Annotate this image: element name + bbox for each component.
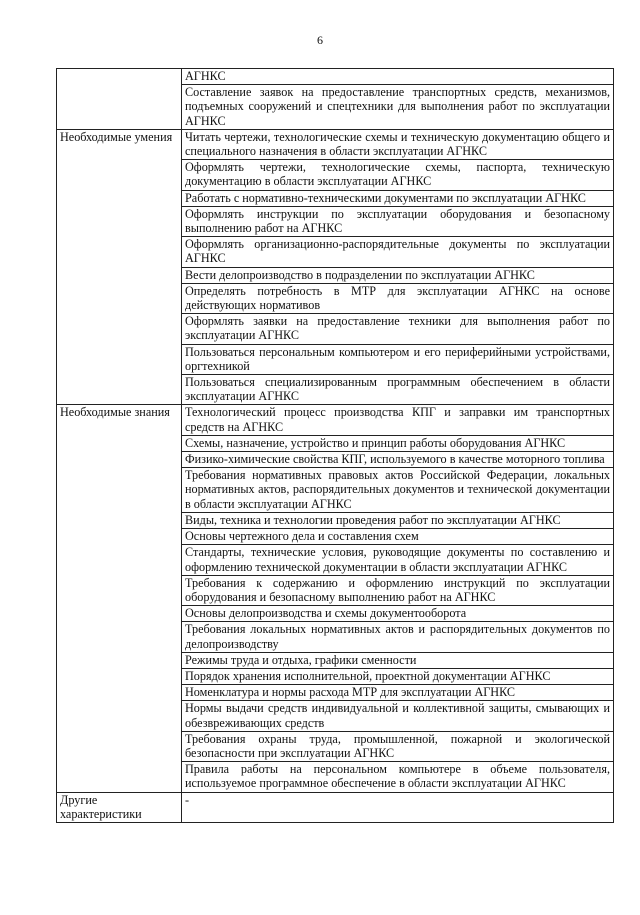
requirement-cell: Требования охраны труда, промышленной, пожарной и экологической безопасности при эксплуатации АГНКС: [182, 731, 614, 761]
table-row: [57, 792, 614, 822]
requirement-cell: Правила работы на персональном компьютере в объеме пользователя, используемое программное обеспечение в области эксплуатации АГНКС: [182, 762, 614, 792]
requirement-cell: Требования локальных нормативных актов и распорядительных документов по делопроизводству: [182, 622, 614, 652]
requirement-cell: Оформлять чертежи, технологические схемы, паспорта, техническую документацию в области эксплуатации АГНКС: [182, 160, 614, 190]
requirement-cell: Номенклатура и нормы расхода МТР для эксплуатации АГНКС: [182, 685, 614, 701]
competency-table: [56, 68, 614, 823]
category-cell: Необходимые умения: [57, 129, 182, 405]
requirement-cell: Оформлять инструкции по эксплуатации оборудования и безопасному выполнению работ на АГНКС: [182, 206, 614, 236]
requirement-cell: Основы чертежного дела и составления схем: [182, 529, 614, 545]
page-number: 6: [317, 33, 323, 47]
table-row: [57, 69, 614, 85]
category-cell: Необходимые знания: [57, 405, 182, 792]
requirement-cell: Порядок хранения исполнительной, проектной документации АГНКС: [182, 668, 614, 684]
requirement-cell: Основы делопроизводства и схемы документооборота: [182, 606, 614, 622]
requirement-cell: Оформлять заявки на предоставление техники для выполнения работ по эксплуатации АГНКС: [182, 314, 614, 344]
requirement-cell: Работать с нормативно-техническими документами по эксплуатации АГНКС: [182, 190, 614, 206]
requirement-cell: Пользоваться персональным компьютером и его периферийными устройствами, оргтехникой: [182, 344, 614, 374]
table-row: [57, 405, 614, 435]
requirement-cell: Технологический процесс производства КПГ и заправки им транспортных средств на АГНКС: [182, 405, 614, 435]
requirement-cell: Схемы, назначение, устройство и принцип работы оборудования АГНКС: [182, 435, 614, 451]
table-row: [57, 129, 614, 159]
requirement-cell: Требования нормативных правовых актов Российской Федерации, локальных нормативных актов, распорядительных документов и технической документации в области эксплуатации АГНКС: [182, 468, 614, 513]
requirement-cell: АГНКС: [182, 69, 614, 85]
requirement-cell: Виды, техника и технологии проведения работ по эксплуатации АГНКС: [182, 512, 614, 528]
requirement-cell: Требования к содержанию и оформлению инструкций по эксплуатации оборудования и безопасному выполнению работ на АГНКС: [182, 575, 614, 605]
requirement-cell: Читать чертежи, технологические схемы и техническую документацию общего и специального назначения в области эксплуатации АГНКС: [182, 129, 614, 159]
requirement-cell: Вести делопроизводство в подразделении по эксплуатации АГНКС: [182, 267, 614, 283]
requirement-cell: Составление заявок на предоставление транспортных средств, механизмов, подъемных сооружений и спецтехники для выполнения работ по эксплуатации АГНКС: [182, 85, 614, 130]
requirement-cell: Пользоваться специализированным программным обеспечением в области эксплуатации АГНКС: [182, 375, 614, 405]
requirement-cell: Стандарты, технические условия, руководящие документы по составлению и оформлению технической документации в области эксплуатации АГНКС: [182, 545, 614, 575]
requirement-cell: Нормы выдачи средств индивидуальной и коллективной защиты, смывающих и обезвреживающих средств: [182, 701, 614, 731]
requirement-cell: Режимы труда и отдыха, графики сменности: [182, 652, 614, 668]
competency-table-body: [57, 69, 614, 823]
requirement-cell: Оформлять организационно-распорядительные документы по эксплуатации АГНКС: [182, 237, 614, 267]
requirement-cell: Определять потребность в МТР для эксплуатации АГНКС на основе действующих нормативов: [182, 283, 614, 313]
requirement-cell: -: [182, 792, 614, 822]
requirement-cell: Физико-химические свойства КПГ, используемого в качестве моторного топлива: [182, 452, 614, 468]
category-cell: [57, 69, 182, 130]
category-cell: Другие характеристики: [57, 792, 182, 822]
